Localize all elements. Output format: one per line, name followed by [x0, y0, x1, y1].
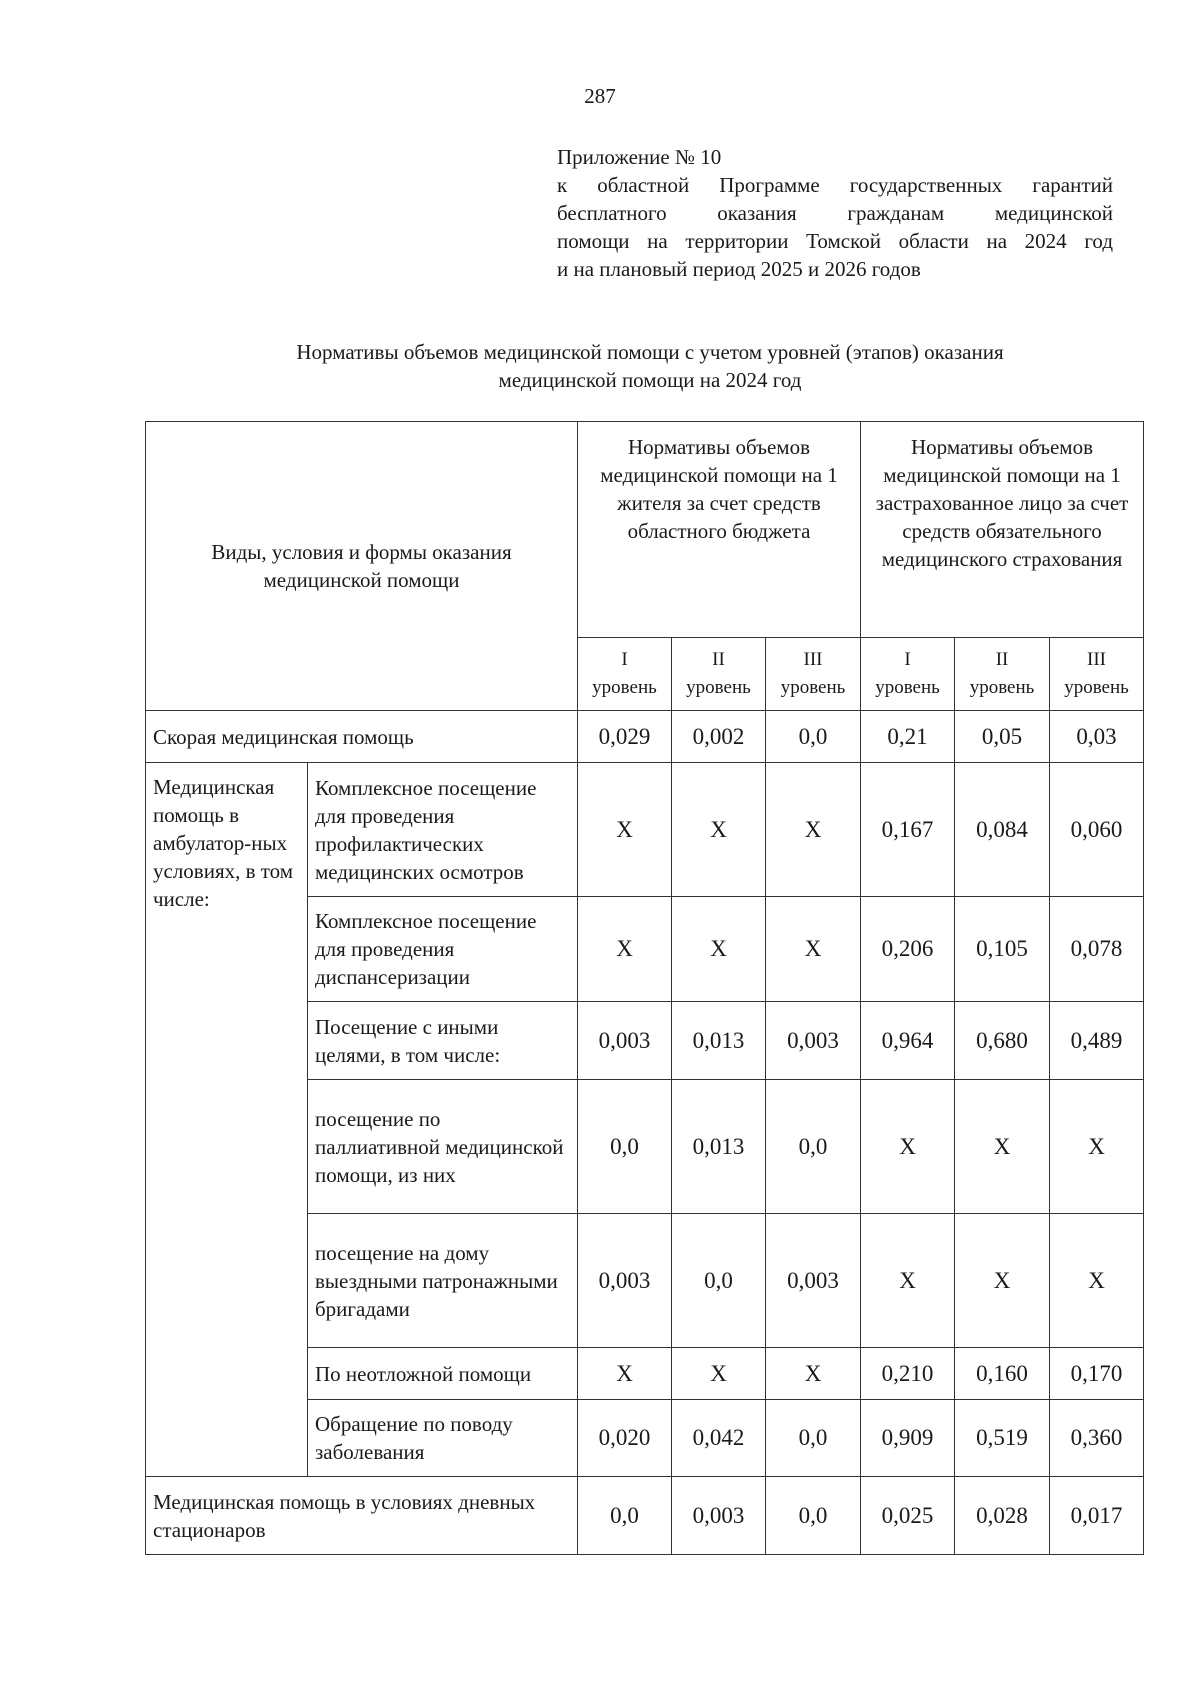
- value-cell: Х: [578, 897, 672, 1002]
- value-cell: 0,03: [1050, 711, 1144, 763]
- level-roman: I: [621, 649, 628, 670]
- value-cell: 0,360: [1050, 1400, 1144, 1477]
- value-cell: 0,0: [766, 1477, 861, 1555]
- header-types: Виды, условия и формы оказания медицинской помощи: [146, 422, 578, 711]
- value-cell: 0,003: [578, 1214, 672, 1348]
- value-cell: 0,013: [672, 1080, 766, 1214]
- row-label: Комплексное посещение для проведения диспансеризации: [308, 897, 578, 1002]
- row-label: Посещение с иными целями, в том числе:: [308, 1002, 578, 1080]
- value-cell: Х: [861, 1214, 955, 1348]
- row-label: посещение по паллиативной медицинской помощи, из них: [308, 1080, 578, 1214]
- value-cell: 0,160: [955, 1348, 1050, 1400]
- row-label: По неотложной помощи: [308, 1348, 578, 1400]
- value-cell: Х: [672, 763, 766, 897]
- value-cell: 0,084: [955, 763, 1050, 897]
- value-cell: 0,680: [955, 1002, 1050, 1080]
- norms-table: [145, 421, 1144, 1555]
- value-cell: Х: [766, 897, 861, 1002]
- level-word: уровень: [686, 677, 751, 698]
- table-row: [146, 711, 1144, 763]
- row-label: Медицинская помощь в условиях дневных стационаров: [146, 1477, 578, 1555]
- value-cell: 0,017: [1050, 1477, 1144, 1555]
- header-row: [146, 422, 1144, 638]
- level-word: уровень: [1064, 677, 1129, 698]
- level-roman: III: [803, 649, 823, 670]
- value-cell: 0,003: [672, 1477, 766, 1555]
- level-header: [955, 638, 1050, 711]
- value-cell: Х: [955, 1214, 1050, 1348]
- value-cell: Х: [672, 1348, 766, 1400]
- header-regional: Нормативы объемов медицинской помощи на 1 жителя за счет средств областного бюджета: [578, 422, 861, 638]
- value-cell: Х: [861, 1080, 955, 1214]
- level-header: [1050, 638, 1144, 711]
- value-cell: 0,167: [861, 763, 955, 897]
- appendix-block: [557, 143, 1113, 283]
- value-cell: 0,21: [861, 711, 955, 763]
- level-word: уровень: [875, 677, 940, 698]
- level-roman: I: [904, 649, 911, 670]
- row-label: Комплексное посещение для проведения профилактических медицинских осмотров: [308, 763, 578, 897]
- level-header: [766, 638, 861, 711]
- value-cell: 0,003: [766, 1002, 861, 1080]
- title-line: медицинской помощи на 2024 год: [498, 368, 802, 392]
- value-cell: 0,05: [955, 711, 1050, 763]
- level-header: [578, 638, 672, 711]
- value-cell: 0,028: [955, 1477, 1050, 1555]
- title-line: Нормативы объемов медицинской помощи с учетом уровней (этапов) оказания: [296, 340, 1004, 364]
- value-cell: Х: [766, 763, 861, 897]
- value-cell: Х: [1050, 1080, 1144, 1214]
- header-oms: Нормативы объемов медицинской помощи на 1 застрахованное лицо за счет средств обязательного медицинского страхования: [861, 422, 1144, 638]
- value-cell: Х: [1050, 1214, 1144, 1348]
- level-word: уровень: [969, 677, 1035, 698]
- row-label: посещение на дому выездными патронажными бригадами: [308, 1214, 578, 1348]
- appendix-line: и на плановый период 2025 и 2026 годов: [557, 257, 921, 281]
- value-cell: 0,489: [1050, 1002, 1144, 1080]
- value-cell: 0,0: [672, 1214, 766, 1348]
- value-cell: 0,003: [766, 1214, 861, 1348]
- value-cell: 0,105: [955, 897, 1050, 1002]
- table-row: [146, 763, 1144, 897]
- value-cell: 0,0: [766, 1400, 861, 1477]
- value-cell: 0,025: [861, 1477, 955, 1555]
- value-cell: Х: [578, 763, 672, 897]
- document-title: [160, 338, 1140, 394]
- outpatient-group-label: Медицинская помощь в амбулатор-ных условиях, в том числе:: [146, 763, 308, 1477]
- value-cell: 0,013: [672, 1002, 766, 1080]
- appendix-line: помощи на территории Томской области на 2024 год: [557, 229, 1113, 253]
- value-cell: 0,519: [955, 1400, 1050, 1477]
- value-cell: 0,042: [672, 1400, 766, 1477]
- value-cell: 0,029: [578, 711, 672, 763]
- value-cell: Х: [578, 1348, 672, 1400]
- value-cell: 0,002: [672, 711, 766, 763]
- level-header: [672, 638, 766, 711]
- value-cell: 0,0: [578, 1080, 672, 1214]
- appendix-line: к областной Программе государственных гарантий: [557, 173, 1113, 197]
- value-cell: 0,964: [861, 1002, 955, 1080]
- row-label: Скорая медицинская помощь: [146, 711, 578, 763]
- page-number: 287: [584, 84, 616, 108]
- value-cell: 0,0: [578, 1477, 672, 1555]
- value-cell: 0,020: [578, 1400, 672, 1477]
- value-cell: 0,0: [766, 711, 861, 763]
- value-cell: 0,909: [861, 1400, 955, 1477]
- value-cell: Х: [672, 897, 766, 1002]
- value-cell: Х: [766, 1348, 861, 1400]
- row-label: Обращение по поводу заболевания: [308, 1400, 578, 1477]
- level-roman: III: [1087, 649, 1106, 670]
- value-cell: Х: [955, 1080, 1050, 1214]
- value-cell: 0,078: [1050, 897, 1144, 1002]
- value-cell: 0,003: [578, 1002, 672, 1080]
- value-cell: 0,210: [861, 1348, 955, 1400]
- value-cell: 0,060: [1050, 763, 1144, 897]
- value-cell: 0,206: [861, 897, 955, 1002]
- level-header: [861, 638, 955, 711]
- table-row: [146, 1477, 1144, 1555]
- value-cell: 0,0: [766, 1080, 861, 1214]
- level-roman: II: [712, 649, 725, 670]
- level-word: уровень: [780, 677, 846, 698]
- appendix-title: Приложение № 10: [557, 145, 722, 169]
- level-word: уровень: [592, 677, 657, 698]
- value-cell: 0,170: [1050, 1348, 1144, 1400]
- appendix-line: бесплатного оказания гражданам медицинской: [557, 201, 1113, 225]
- level-roman: II: [995, 649, 1009, 670]
